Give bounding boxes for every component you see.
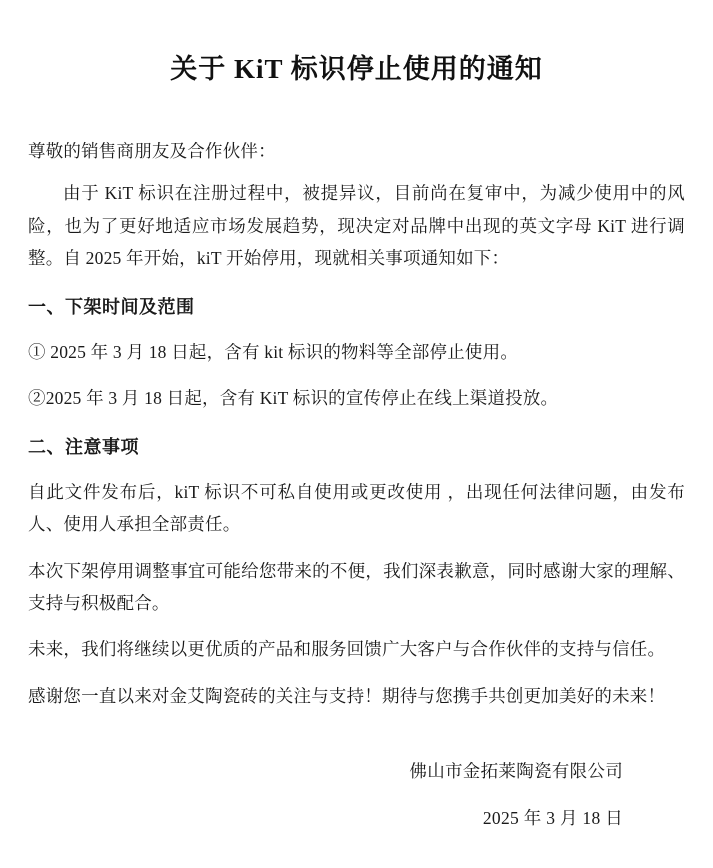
signature-company: 佛山市金拓莱陶瓷有限公司 <box>409 761 623 782</box>
list-item: ① 2025 年 3 月 18 日起，含有 kit 标识的物料等全部停止使用。 <box>28 341 519 362</box>
list-item: ②2025 年 3 月 18 日起，含有 KiT 标识的宣传停止在线上渠道投放。 <box>28 388 559 409</box>
section-2-heading: 二、注意事项 <box>28 436 139 457</box>
signature-date: 2025 年 3 月 18 日 <box>482 808 623 829</box>
salutation: 尊敬的销售商朋友及合作伙伴： <box>28 141 276 162</box>
notice-paragraph: 本次下架停用调整事宜可能给您带来的不便，我们深表歉意，同时感谢大家的理解、支持与积极配合。 <box>28 560 685 614</box>
page-title: 关于 KiT 标识停止使用的通知 <box>170 54 543 84</box>
notice-paragraph: 感谢您一直以来对金艾陶瓷砖的关注与支持！期待与您携手共创更加美好的未来！ <box>28 685 666 706</box>
intro-paragraph: 由于 KiT 标识在注册过程中，被提异议，目前尚在复审中，为减少使用中的风险，也为了更好地适应市场发展趋势，现决定对品牌中出现的英文字母 KiT 进行调整。自 2025 年开始，kiT 开始停用，现就相关事项通知如下： <box>28 183 685 269</box>
notice-paragraph: 未来，我们将继续以更优质的产品和服务回馈广大客户与合作伙伴的支持与信任。 <box>28 639 666 660</box>
signature-block <box>28 758 685 830</box>
section-1-heading: 一、下架时间及范围 <box>28 296 195 317</box>
notice-paragraph: 自此文件发布后，kiT 标识不可私自使用或更改使用 ，出现任何法律问题，由发布人、使用人承担全部责任。 <box>28 481 685 535</box>
document-body <box>28 135 685 712</box>
